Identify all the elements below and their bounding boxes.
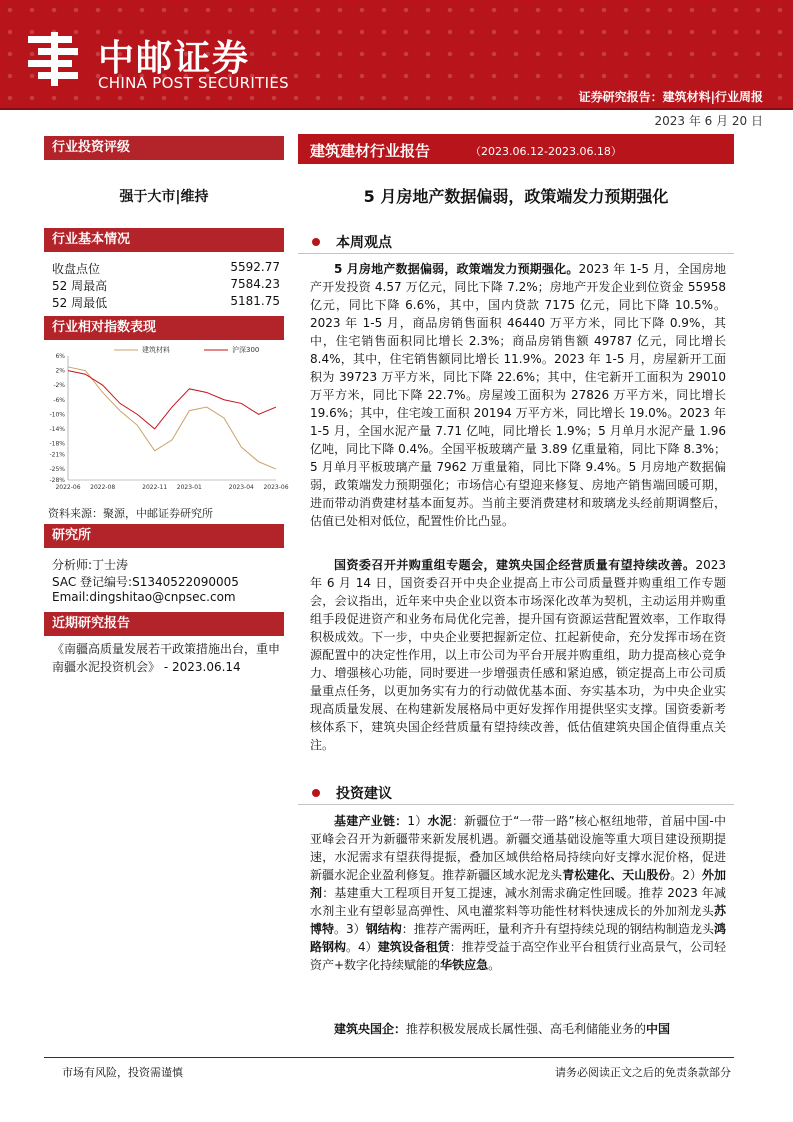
stock-names: 鸿路钢构	[310, 922, 726, 954]
stock-names: 青松建化、天山股份	[562, 868, 671, 882]
china-post-logo-icon	[24, 28, 86, 90]
y-tick-label: -18%	[49, 440, 65, 448]
section-title-view: 本周观点	[336, 235, 392, 251]
paragraph-lead: 国资委召开并购重组专题会，建筑央国企经营质量有望持续改善。	[334, 558, 696, 572]
paragraph-body: 2023 年 6 月 14 日，国资委召开中央企业提高上市公司质量暨并购重组工作专题会，会议指出，近年来中央企业以资本市场深化改革为契机，主动运用并购重组手段促进资产和业务布局优化完善，提升国有资源运营配置效率，工作取得积极成效。下一步，中央企业要把握新定位、扛起新使命，充分发挥市场在资源配置中的决定性作用，以上市公司为平台开展并购重组，助力提高核心竞争力、增强核心功能，同时要进一步增强责任感和紧迫感，锁定提高上市公司质量重点任务，以更加务实有力的行动做优基本面、夯实基本功，为中央企业实现高质量发展、在构建新发展格局中更好发挥作用提供坚实支撑。国资委新考核体系下，建筑央国企经营质量有望持续改善，低估值建筑央国企值得重点关注。	[310, 558, 726, 752]
paragraph-sasac	[310, 556, 726, 754]
recent-reports-bar: 近期研究报告	[44, 612, 284, 636]
text-run: 。4）	[346, 940, 378, 954]
info-label: 52 周最低	[52, 296, 108, 310]
analyst-sac: SAC 登记编号:S1340522090005	[52, 575, 239, 589]
text-run: 。	[488, 958, 501, 972]
brand-name-cn: 中邮证券	[98, 38, 251, 79]
section-bullet-icon	[312, 789, 320, 797]
stock-names: 华铁应急	[440, 958, 489, 972]
x-tick-label: 2023-04	[228, 484, 254, 491]
info-label: 收盘点位	[52, 262, 101, 276]
info-value: 5592.77	[230, 260, 280, 274]
text-run: 。2）	[670, 868, 702, 882]
y-tick-label: 2%	[55, 367, 65, 375]
y-tick-label: 6%	[55, 353, 65, 360]
paragraph-body: 推荐积极发展成长属性强、高毛利储能业务的	[406, 1022, 647, 1036]
paragraph-soe	[310, 1020, 726, 1038]
series-line-1	[68, 367, 276, 469]
paragraph-lead: 基建产业链：	[334, 814, 408, 828]
info-value: 5181.75	[230, 294, 280, 308]
y-tick-label: -6%	[53, 396, 65, 404]
footer-disclaimer: 请务必阅读正文之后的免责条款部分	[555, 1066, 731, 1079]
text-run: 1）	[407, 814, 428, 828]
section-underline	[298, 253, 734, 254]
info-value: 7584.23	[230, 277, 280, 291]
section-bullet-icon	[312, 238, 320, 246]
y-tick-label: -21%	[49, 451, 65, 459]
text-run: 水泥	[427, 814, 452, 828]
info-row-52w-low	[52, 294, 280, 312]
y-tick-label: -10%	[49, 411, 65, 419]
report-date-range: （2023.06.12-2023.06.18）	[470, 145, 622, 158]
recent-report-link[interactable]: 《南疆高质量发展若干政策措施出台，重申南疆水泥投资机会》 - 2023.06.14	[52, 642, 281, 674]
legend-label: 沪深300	[232, 346, 260, 354]
chart-source: 资料来源：聚源，中邮证券研究所	[48, 507, 213, 520]
research-section-bar: 研究所	[44, 524, 284, 548]
main-headline: 5 月房地产数据偏弱，政策端发力预期强化	[363, 187, 669, 206]
paragraph-real-estate	[310, 260, 726, 530]
rating-section-bar: 行业投资评级	[44, 136, 284, 160]
report-title: 建筑建材行业报告	[310, 142, 431, 160]
relative-index-chart	[44, 342, 289, 500]
y-tick-label: -14%	[49, 425, 65, 433]
report-date: 2023 年 6 月 20 日	[654, 114, 763, 128]
paragraph-infrastructure	[310, 812, 726, 974]
text-run: 。3）	[334, 922, 366, 936]
x-tick-label: 2022-11	[142, 484, 168, 491]
text-run: 外加剂	[310, 868, 726, 900]
brand-name-en: CHINA POST SECURITIES	[98, 74, 289, 92]
x-tick-label: 2022-08	[90, 484, 116, 491]
info-row-52w-high	[52, 277, 280, 295]
text-run: ：基建重大工程项目开复工提速，减水剂需求确定性回暖。推荐 2023 年减水剂主业有望彰显高弹性、风电灌浆料等功能性材料快速成长的外加剂龙头	[310, 886, 726, 918]
paragraph-lead: 建筑央国企：	[334, 1022, 407, 1036]
text-run: ：新疆位于“一带一路”核心枢纽地带，首届中国-中亚峰会召开为新疆带来新发展机遇。新疆交通基础设施等重大项目建设预期提速，水泥需求有望获得提振，叠加区域供给格局持续向好支撑水泥价格，促进新疆水泥企业盈利修复。推荐新疆区域水泥龙头	[310, 814, 726, 882]
section-underline	[298, 804, 734, 805]
footer-divider	[44, 1057, 734, 1058]
paragraph-lead: 5 月房地产数据偏弱，政策端发力预期强化。	[334, 262, 579, 276]
basic-info-section-bar: 行业基本情况	[44, 228, 284, 252]
x-tick-label: 2023-01	[176, 484, 202, 491]
y-tick-label: -2%	[53, 382, 65, 390]
stock-names: 中国	[646, 1022, 671, 1036]
index-section-bar: 行业相对指数表现	[44, 316, 284, 340]
series-line-2	[68, 371, 276, 429]
legend-label: 建筑材料	[142, 346, 170, 354]
analyst-email[interactable]: Email:dingshitao@cnpsec.com	[52, 590, 236, 604]
analyst-name: 分析师:丁士涛	[52, 558, 129, 572]
stock-names: 苏博特	[310, 904, 726, 936]
text-run: ：推荐产需两旺，量利齐升有望持续兑现的钢结构制造龙头	[401, 922, 714, 936]
paragraph-body: 2023 年 1-5 月，全国房地产开发投资 4.57 万亿元，同比下降 7.2%；房地产开发企业到位资金 55958 亿元，同比下降 6.6%，其中，国内贷款 7175 亿元，同比下降 10.5%。2023 年 1-5 月，商品房销售面积 46440 万平方米，同比下降 0.9%，其中，住宅销售面积同比增长 2.3%；商品房销售额 49787 亿元，同比增长 8.4%，其中，住宅销售额同比增长 11.9%。2023 年 1-5 月，房屋新开工面积为 39723 万平方米，同比下降 22.6%；其中，住宅新开工面积为 29010 万平方米，同比下降 22.7%。房屋竣工面积为 27826 万平方米，同比增长 19.6%；其中，住宅竣工面积 20194 万平方米，同比增长 19.0%。2023 年 1-5 月，全国水泥产量 7.71 亿吨，同比增长 1.9%；5 月单月水泥产量 1.96 亿吨，同比下降 0.4%。全国平板玻璃产量 3.89 亿重量箱，同比下降 8.3%；5 月单月平板玻璃产量 7962 万重量箱，同比下降 9.4%。5 月房地产数据偏弱，政策端发力预期强化；市场信心有望迎来修复、房地产销售端回暖可期，进而带动消费建材基本面复苏。当前主要消费建材和玻璃龙头经前期调整后，估值已处相对低位，配置性价比凸显。	[310, 262, 726, 528]
industry-rating: 强于大市|维持	[119, 189, 209, 205]
text-run: 钢结构	[365, 922, 402, 936]
y-tick-label: -25%	[49, 466, 65, 474]
footer-risk-note: 市场有风险，投资需谨慎	[62, 1066, 183, 1079]
report-type-tag: 证券研究报告：建筑材料|行业周报	[578, 90, 763, 104]
y-tick-label: -28%	[49, 477, 65, 484]
text-run: 建筑设备租赁	[377, 940, 450, 954]
info-row-close	[52, 260, 280, 278]
x-tick-label: 2023-06	[263, 484, 289, 491]
info-label: 52 周最高	[52, 279, 108, 293]
x-tick-label: 2022-06	[55, 484, 81, 491]
section-title-advice: 投资建议	[336, 786, 392, 802]
header-divider	[0, 108, 793, 110]
text-run: ：推荐受益于高空作业平台租赁行业高景气，公司轻资产+数字化持续赋能的	[310, 940, 726, 972]
